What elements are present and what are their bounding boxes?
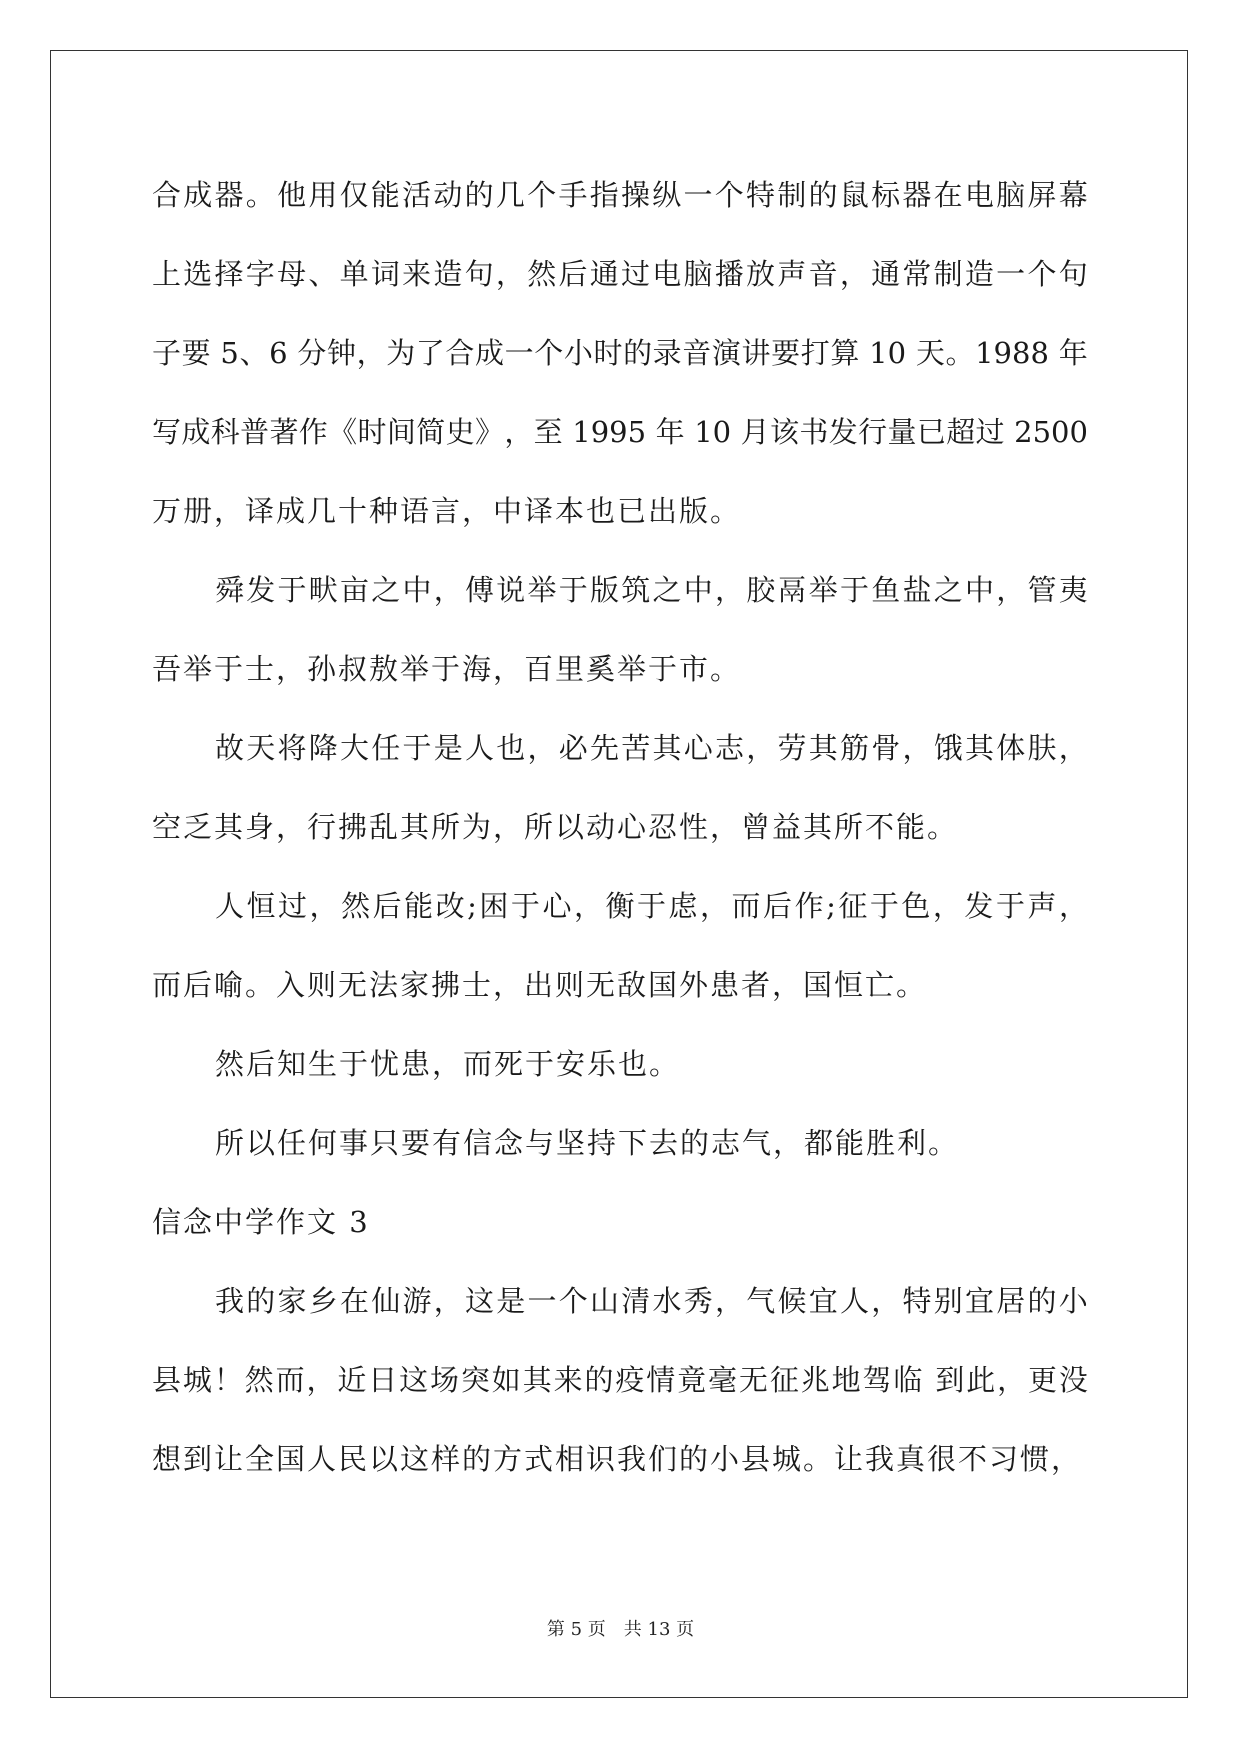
text-line: 子 要 5 、 6 分 钟 ， 为 了 合 成 一 个 小 时 的 录 音 演 讲 要 打 算 10 天 。 1988 年 xyxy=(152,336,1088,370)
text-line: 我 的 家 乡 在 仙 游 ， 这 是 一 个 山 清 水 秀 ， 气 候 宜 人 ， 特 别 宜 居 的 小 xyxy=(215,1284,1088,1318)
text-line: 人 恒 过 ， 然 后 能 改 ; 困 于 心 ， 衡 于 虑 ， 而 后 作 ; 征 于 色 ， 发 于 声 ， xyxy=(215,889,1088,923)
paragraph xyxy=(152,709,1088,867)
text-line: 合 成 器 。 他 用 仅 能 活 动 的 几 个 手 指 操 纵 一 个 特 制 的 鼠 标 器 在 电 脑 屏 幕 xyxy=(152,178,1088,212)
text-line: 而后喻。入则无法家拂士，出则无敌国外患者，国恒亡。 xyxy=(152,968,928,1002)
text-line: 上 选 择 字 母 、 单 词 来 造 句 ， 然 后 通 过 电 脑 播 放 声 音 ， 通 常 制 造 一 个 句 xyxy=(152,257,1088,291)
paragraph xyxy=(152,1262,1088,1499)
text-line: 想到让全国人民以这样的方式相识我们的小县城。让我真很不习惯， xyxy=(152,1442,1083,1476)
text-line: 写 成 科 普 著 作 《 时 间 简 史 》 ， 至 1995 年 10 月 该 书 发 行 量 已 超 过 2500 xyxy=(152,415,1088,449)
text-line: 故 天 将 降 大 任 于 是 人 也 ， 必 先 苦 其 心 志 ， 劳 其 筋 骨 ， 饿 其 体 肤 ， xyxy=(215,731,1088,765)
paragraph xyxy=(152,1104,1088,1183)
text-line: 吾举于士，孙叔敖举于海，百里奚举于市。 xyxy=(152,652,742,686)
paragraph xyxy=(152,1025,1088,1104)
page-number-label: 第 5 页 共 13 页 xyxy=(546,1619,695,1640)
paragraph xyxy=(152,867,1088,1025)
text-line: 所以任何事只要有信念与坚持下去的志气，都能胜利。 xyxy=(215,1126,960,1160)
text-line: 县 城 ！ 然 而 ， 近 日 这 场 突 如 其 来 的 疫 情 竟 毫 无 征 兆 地 驾 临 到 此 ， 更 没 xyxy=(152,1363,1088,1397)
paragraph xyxy=(152,1183,1088,1262)
text-line: 舜 发 于 畎 亩 之 中 ， 傅 说 举 于 版 筑 之 中 ， 胶 鬲 举 于 鱼 盐 之 中 ， 管 夷 xyxy=(215,573,1088,607)
paragraph xyxy=(152,551,1088,709)
text-line: 万册，译成几十种语言，中译本也已出版。 xyxy=(152,494,742,528)
text-line: 空乏其身，行拂乱其所为，所以动心忍性，曾益其所不能。 xyxy=(152,810,959,844)
text-line: 然后知生于忧患，而死于安乐也。 xyxy=(215,1047,681,1081)
text-line: 信念中学作文 3 xyxy=(152,1205,370,1239)
page-footer xyxy=(0,1615,1241,1641)
paragraph xyxy=(152,156,1088,551)
document-body xyxy=(152,156,1088,1499)
